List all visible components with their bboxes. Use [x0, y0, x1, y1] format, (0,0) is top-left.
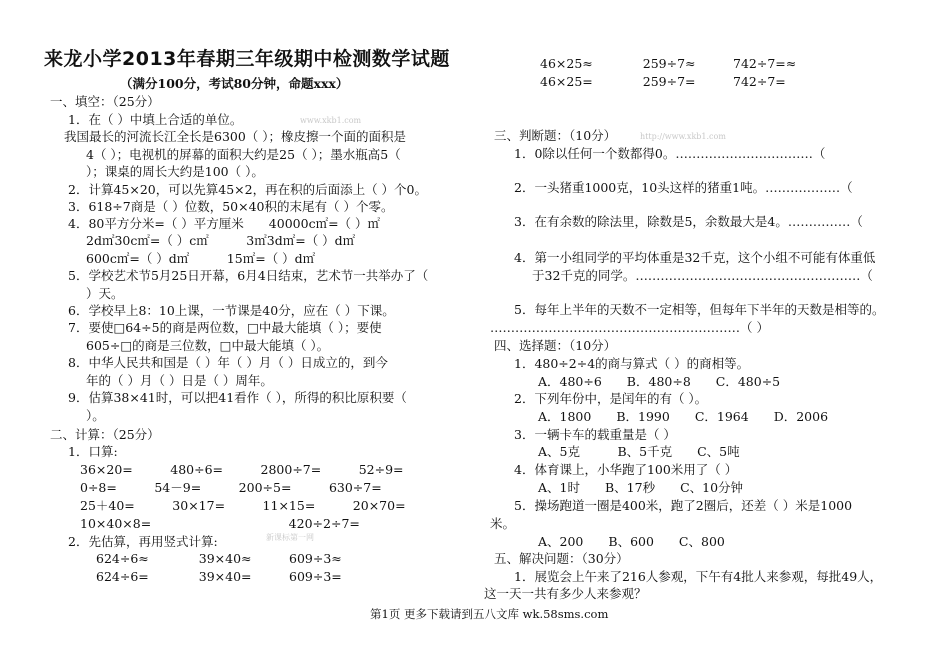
estimate-row: 46×25≈ 259÷7≈ 742÷7=≈	[540, 56, 797, 71]
question-text: 1．口算:	[68, 444, 118, 459]
page-footer: 第1页 更多下载请到五八文库 wk.58sms.com	[370, 607, 609, 621]
question-text: 5．每年上半年的天数不一定相等，但每年下半年的天数是相等的。	[514, 302, 885, 317]
question-text: 7．要使□64÷5的商是两位数，□中最大能填（ ）；要使	[68, 320, 382, 335]
question-text: 1．0除以任何一个数都得0。……………………………（	[514, 146, 826, 161]
question-text: 4．体育课上，小华跑了100米用了（ ）	[514, 462, 738, 477]
question-text: 3．一辆卡车的载重量是（ ）	[514, 427, 676, 442]
question-text: 2．先估算，再用竖式计算:	[68, 534, 218, 549]
question-text: 600c㎡=（ ）d㎡ 15㎡=（ ）d㎡	[86, 251, 316, 266]
question-text: 年的（ ）月（ ）日是（ ）周年。	[86, 373, 273, 388]
question-text: 1．在（ ）中填上合适的单位。	[68, 112, 243, 127]
estimate-row: 624÷6≈ 39×40≈ 609÷3≈	[96, 551, 342, 566]
question-text: 于32千克的同学。………………………………………………（	[532, 268, 873, 283]
question-text: ）。	[86, 408, 105, 423]
question-text: 我国最长的河流长江全长是6300（ ）；橡皮擦一个面的面积是	[64, 129, 407, 144]
question-text: 4（ ）；电视机的屏幕的面积大约是25（ ）；墨水瓶高5（	[86, 147, 401, 162]
question-text: 8．中华人民共和国是（ ）年（ ）月（ ）日成立的，到今	[68, 355, 388, 370]
question-text: ……………………………………………………（ ）	[490, 320, 769, 335]
exam-info: （满分100分，考试80分钟，命题xxx）	[120, 76, 349, 91]
page-title: 来龙小学2013年春期三年级期中检测数学试题	[44, 48, 450, 70]
section-calc-heading: 二、计算：（25分）	[50, 427, 160, 442]
watermark: www.xkb1.com	[300, 116, 362, 125]
question-text: 5．操场跑道一圈是400米，跑了2圈后，还差（ ）米是1000	[514, 498, 853, 513]
watermark: 新课标第一网	[266, 533, 314, 542]
question-text: ）；课桌的周长大约是100（ ）。	[86, 164, 264, 179]
oral-calc-row: 36×20= 480÷6= 2800÷7= 52÷9=	[80, 462, 404, 477]
calc-row: 624÷6= 39×40= 609÷3=	[96, 569, 342, 584]
oral-calc-row: 10×40×8= 420÷2÷7=	[80, 516, 360, 531]
oral-calc-row: 25＋40= 30×17= 11×15= 20×70=	[80, 498, 406, 513]
question-text: 605÷□的商是三位数，□中最大能填（ ）。	[86, 338, 330, 353]
watermark: http://www.xkb1.com	[640, 132, 726, 141]
choice-options: A、1时 B、17秒 C、10分钟	[538, 480, 744, 495]
question-text: 5．学校艺术节5月25日开幕，6月4日结束，艺术节一共举办了（	[68, 268, 429, 283]
question-text: 9．估算38×41时，可以把41看作（ ），所得的积比原积要（	[68, 390, 407, 405]
question-text: 2d㎡30c㎡=（ ）c㎡ 3㎡3d㎡=（ ）d㎡	[86, 233, 356, 248]
question-text: 6．学校早上8：10上课，一节课是40分，应在（ ）下课。	[68, 303, 395, 318]
question-text: 4．第一小组同学的平均体重是32千克，这个小组不可能有体重低	[514, 250, 876, 265]
question-text: ）天。	[86, 286, 124, 301]
calc-row: 46×25= 259÷7= 742÷7=	[540, 74, 786, 89]
question-text: 3．在有余数的除法里，除数是5，余数最大是4。……………（	[514, 214, 863, 229]
question-text: 这一天一共有多少人来参观？	[484, 586, 647, 601]
question-text: 2．下列年份中，是闰年的有（ ）。	[514, 391, 708, 406]
choice-options: A、5克 B、5千克 C、5吨	[538, 444, 740, 459]
section-judge-heading: 三、判断题：（10分）	[494, 128, 617, 143]
question-text: 2．一头猪重1000克，10头这样的猪重1吨。………………（	[514, 180, 853, 195]
choice-options: A、200 B、600 C、800	[538, 534, 725, 549]
section-problem-heading: 五、解决问题：（30分）	[494, 551, 629, 566]
question-text: 1．展览会上午来了216人参观，下午有4批人来参观，每批49人，	[514, 569, 883, 584]
question-text: 2．计算45×20，可以先算45×2，再在积的后面添上（ ）个0。	[68, 182, 427, 197]
question-text: 3．618÷7商是（ ）位数，50×40积的末尾有（ ）个零。	[68, 199, 394, 214]
section-fill-heading: 一、填空：（25分）	[50, 94, 160, 109]
question-text: 米。	[490, 516, 516, 531]
question-text: 1．480÷2÷4的商与算式（ ）的商相等。	[514, 356, 750, 371]
oral-calc-row: 0÷8= 54－9= 200÷5= 630÷7=	[80, 480, 382, 495]
choice-options: A．1800 B．1990 C．1964 D．2006	[538, 409, 829, 424]
section-choice-heading: 四、选择题：（10分）	[494, 338, 617, 353]
question-text: 4．80平方分米=（ ）平方厘米 40000c㎡=（ ）㎡	[68, 216, 381, 231]
choice-options: A．480÷6 B．480÷8 C．480÷5	[538, 374, 781, 389]
